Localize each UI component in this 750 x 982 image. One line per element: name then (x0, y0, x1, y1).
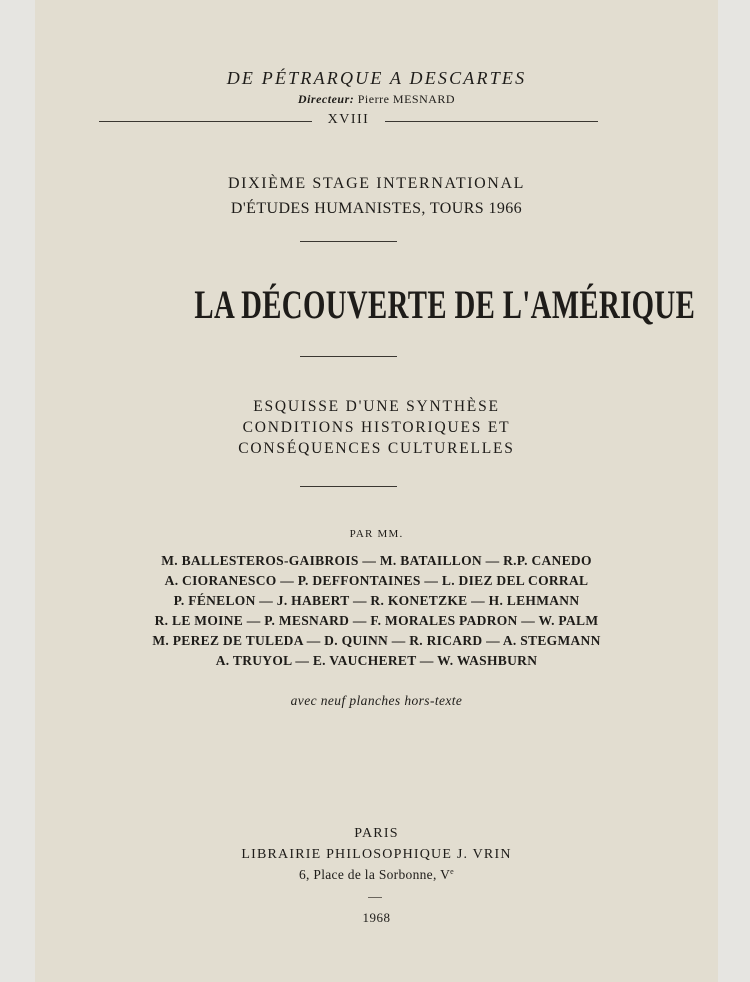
imprint-address (35, 867, 718, 883)
divider (368, 897, 382, 898)
contributors-intro: PAR MM. (349, 528, 404, 540)
title-page (35, 0, 718, 982)
contributors-line: M. BALLESTEROS-GAIBROIS — M. BATAILLON — R.P. CANEDO (161, 553, 592, 568)
divider (99, 121, 312, 122)
conference-line-1: DIXIÈME STAGE INTERNATIONAL (228, 175, 525, 192)
contributors-line: R. LE MOINE — P. MESNARD — F. MORALES PADRON — W. PALM (154, 613, 599, 628)
series-title: DE PÉTRARQUE A DESCARTES (226, 68, 527, 88)
series-director (35, 92, 718, 107)
imprint-year: 1968 (362, 910, 391, 925)
book-title-text: LA DÉCOUVERTE DE L'AMÉRIQUE (194, 282, 696, 327)
conference-line-2: D'ÉTUDES HUMANISTES, TOURS 1966 (230, 200, 523, 217)
divider (385, 121, 598, 122)
contributors-line: M. PEREZ DE TULEDA — D. QUINN — R. RICARD — A. STEGMANN (152, 633, 601, 648)
divider (300, 486, 397, 487)
plates-note: avec neuf planches hors-texte (290, 693, 463, 708)
imprint-publisher: LIBRAIRIE PHILOSOPHIQUE J. VRIN (241, 847, 512, 862)
address-text: 6, Place de la Sorbonne, V (298, 867, 451, 882)
contributors-line: A. CIORANESCO — P. DEFFONTAINES — L. DIEZ DEL CORRAL (164, 573, 589, 588)
imprint-city: PARIS (354, 826, 399, 841)
divider (300, 241, 397, 242)
director-name: Pierre MESNARD (357, 92, 456, 106)
volume-row (99, 112, 599, 130)
subtitle-line-2: CONDITIONS HISTORIQUES ET (242, 419, 511, 436)
book-title (97, 280, 696, 330)
contributors-line: A. TRUYOL — E. VAUCHERET — W. WASHBURN (215, 653, 538, 668)
divider (300, 356, 397, 357)
volume-number: XVIII (327, 112, 370, 127)
subtitle-line-3: CONSÉQUENCES CULTURELLES (238, 440, 515, 457)
address-superscript: e (450, 867, 454, 876)
contributors-list (35, 551, 718, 671)
contributors-line: P. FÉNELON — J. HABERT — R. KONETZKE — H. LEHMANN (173, 593, 580, 608)
director-role: Directeur: (297, 92, 355, 106)
subtitle-line-1: ESQUISSE D'UNE SYNTHÈSE (253, 398, 500, 415)
